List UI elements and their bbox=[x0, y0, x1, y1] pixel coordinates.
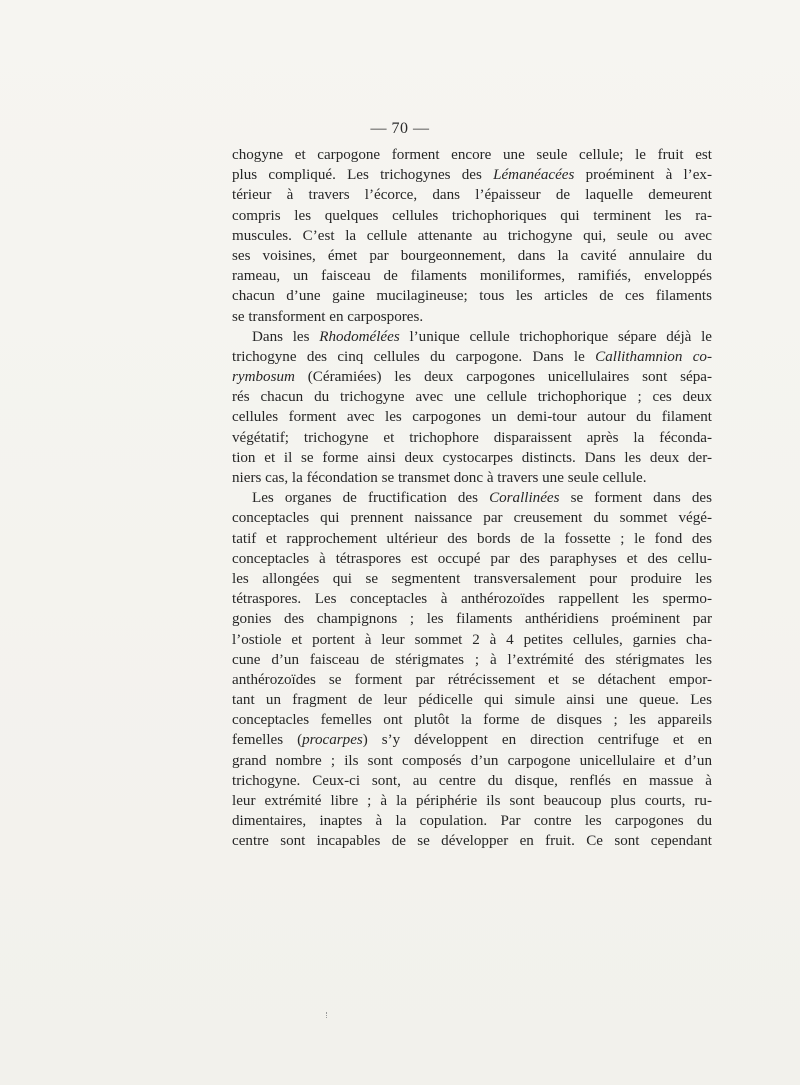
text-run: tion et il se forme ainsi deux cystocarpes distincts. Dans les deux der- bbox=[232, 449, 712, 466]
text-line bbox=[232, 771, 712, 791]
text-line bbox=[232, 206, 712, 226]
text-line bbox=[232, 589, 712, 609]
text-line bbox=[232, 367, 712, 387]
text-line bbox=[232, 407, 712, 427]
text-line bbox=[232, 630, 712, 650]
text-line bbox=[232, 730, 712, 750]
text-run: les allongées qui se segmentent transversalement pour produire les bbox=[232, 570, 712, 587]
text-run: proéminent à l’ex- bbox=[574, 167, 712, 184]
text-run: cellules forment avec les carpogones un demi-tour autour du filament bbox=[232, 409, 712, 426]
text-line bbox=[232, 609, 712, 629]
text-line bbox=[232, 549, 712, 569]
text-run: tant un fragment de leur pédicelle qui simule ainsi une queue. Les bbox=[232, 692, 712, 709]
text-line bbox=[232, 508, 712, 528]
page-number: — 70 — bbox=[370, 120, 430, 137]
italic-term: procarpes bbox=[302, 732, 363, 749]
text-line bbox=[232, 751, 712, 771]
text-line bbox=[232, 650, 712, 670]
text-run: trichogyne des cinq cellules du carpogone. Dans le bbox=[232, 348, 596, 365]
text-run: trichogyne. Ceux-ci sont, au centre du disque, renflés en massue à bbox=[232, 772, 712, 789]
text-run: gonies des champignons ; les filaments anthéridiens proéminent par bbox=[232, 611, 712, 628]
text-line bbox=[232, 347, 712, 367]
text-run: conceptacles qui prennent naissance par creusement du sommet végé- bbox=[232, 510, 712, 527]
text-run: femelles ( bbox=[232, 732, 303, 749]
text-run: Les organes de fructification des bbox=[252, 490, 490, 507]
text-run: (Céramiées) les deux carpogones unicellulaires sont sépa- bbox=[294, 369, 712, 386]
text-run: l’ostiole et portent à leur sommet 2 à 4 petites cellules, garnies cha- bbox=[232, 631, 712, 648]
text-run: compris les quelques cellules trichophoriques qui terminent les ra- bbox=[232, 207, 712, 224]
ink-speck bbox=[326, 1012, 331, 1018]
text-line bbox=[232, 569, 712, 589]
italic-term: rymbosum bbox=[232, 369, 295, 386]
text-run: leur extrémité libre ; à la périphérie ils sont beaucoup plus courts, ru- bbox=[232, 793, 712, 809]
text-run: rés chacun du trichogyne avec une cellule trichophorique ; ces deux bbox=[232, 389, 712, 406]
text-run: tatif et rapprochement ultérieur des bords de la fossette ; le fond des bbox=[232, 530, 712, 547]
text-run: térieur à travers l’écorce, dans l’épaisseur de laquelle demeurent bbox=[232, 187, 712, 204]
italic-term: Lémanéacées bbox=[493, 167, 575, 184]
text-run: centre sont incapables de se développer en fruit. Ce sont cependant bbox=[232, 833, 712, 850]
text-line bbox=[232, 488, 712, 508]
text-line bbox=[232, 811, 712, 831]
text-line bbox=[232, 831, 712, 851]
text-line bbox=[232, 226, 712, 246]
text-run: Dans les bbox=[252, 328, 320, 345]
text-line bbox=[232, 670, 712, 690]
text-line bbox=[232, 428, 712, 448]
text-line bbox=[232, 387, 712, 407]
text-line bbox=[232, 246, 712, 266]
text-line bbox=[232, 266, 712, 286]
text-line bbox=[232, 327, 712, 347]
text-run: tétraspores. Les conceptacles à anthérozoïdes rappellent les spermo- bbox=[232, 591, 712, 608]
text-run: plus compliqué. Les trichogynes des bbox=[232, 167, 494, 184]
text-line bbox=[232, 468, 712, 488]
text-run: ses voisines, émet par bourgeonnement, dans la cavité annulaire du bbox=[232, 247, 712, 264]
italic-term: Callithamnion co- bbox=[595, 348, 712, 365]
text-run: chogyne et carpogone forment encore une seule cellule; le fruit est bbox=[232, 147, 712, 163]
text-run: rameau, un faisceau de filaments moniliformes, ramifiés, enveloppés bbox=[232, 268, 712, 285]
text-line bbox=[232, 529, 712, 549]
text-line bbox=[232, 165, 712, 185]
text-run: niers cas, la fécondation se transmet donc à travers une seule cellule. bbox=[232, 470, 647, 486]
text-run: conceptacles femelles ont plutôt la forme de disques ; les appareils bbox=[232, 712, 712, 729]
text-run: anthérozoïdes se forment par rétrécissement et se détachent empor- bbox=[232, 671, 712, 688]
text-line bbox=[232, 145, 712, 165]
text-run: chacun d’une gaine mucilagineuse; tous les articles de ces filaments bbox=[232, 288, 712, 305]
text-line bbox=[232, 690, 712, 710]
text-run: conceptacles à tétraspores est occupé par des paraphyses et des cellu- bbox=[232, 550, 712, 567]
text-run: ) s’y développent en direction centrifuge et en bbox=[362, 732, 712, 749]
text-line bbox=[232, 307, 712, 327]
body-text bbox=[232, 145, 712, 852]
italic-term: Rhodomélées bbox=[319, 328, 400, 345]
text-run: dimentaires, inaptes à la copulation. Par contre les carpogones du bbox=[232, 813, 712, 830]
text-line bbox=[232, 448, 712, 468]
text-line bbox=[232, 791, 712, 811]
text-run: grand nombre ; ils sont composés d’un carpogone unicellulaire et d’un bbox=[232, 752, 712, 769]
text-line bbox=[232, 185, 712, 205]
italic-term: Corallinées bbox=[489, 490, 560, 507]
text-run: se transforment en carpospores. bbox=[232, 308, 424, 325]
text-run: muscules. C’est la cellule attenante au trichogyne qui, seule ou avec bbox=[232, 227, 712, 244]
text-line bbox=[232, 710, 712, 730]
text-run: se forment dans des bbox=[559, 490, 712, 507]
text-run: l’unique cellule trichophorique sépare déjà le bbox=[399, 328, 712, 345]
text-line bbox=[232, 286, 712, 306]
text-run: cune d’un faisceau de stérigmates ; à l’extrémité des stérigmates les bbox=[232, 651, 712, 668]
text-run: végétatif; trichogyne et trichophore disparaissent après la féconda- bbox=[232, 429, 712, 446]
